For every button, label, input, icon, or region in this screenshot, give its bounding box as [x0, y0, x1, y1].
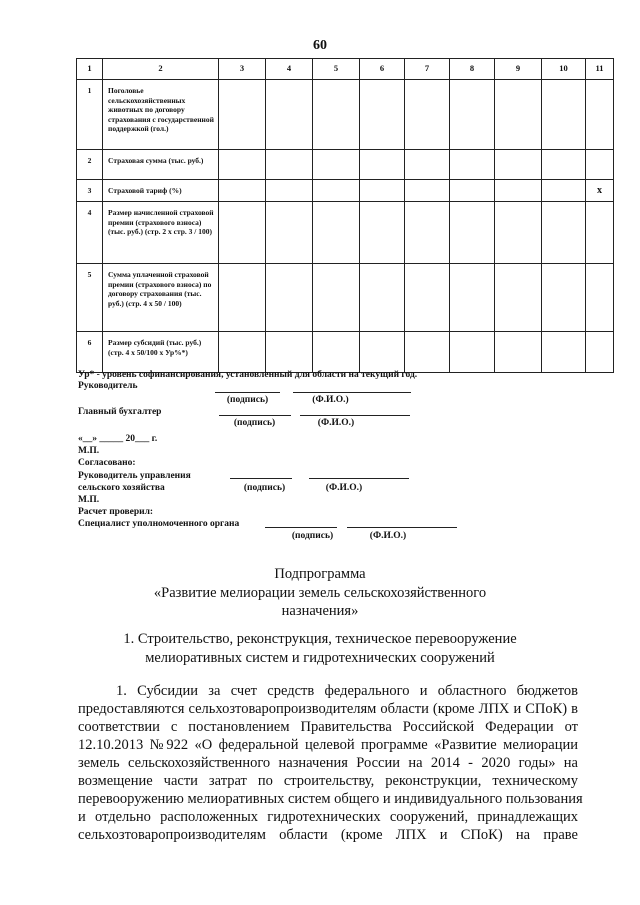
row-number: 5 — [77, 264, 103, 332]
signature-caption: (подпись) — [243, 483, 286, 493]
column-header: 7 — [405, 59, 450, 80]
row-number: 4 — [77, 202, 103, 264]
row-number: 6 — [77, 332, 103, 373]
signature-caption: (подпись) — [226, 395, 269, 405]
signature-caption: (подпись) — [233, 418, 276, 428]
row-mark — [586, 332, 614, 373]
footnote: Ур* - уровень софинансирования, установленный для области на текущий год. — [78, 370, 418, 380]
date-line: «__» _____ 20___ г. — [78, 434, 158, 444]
paragraph-line: сельхозтоваропроизводителям области (кроме ЛПХ и СПоК) на праве — [78, 827, 578, 843]
accountant-name-line — [300, 415, 410, 416]
table-header-row — [77, 59, 614, 80]
specialist-name-line — [347, 527, 457, 528]
row-description: Страховая сумма (тыс. руб.) — [103, 150, 219, 180]
table-row — [77, 150, 614, 180]
accountant-signature-line — [219, 415, 291, 416]
paragraph-line: земель сельскохозяйственного назначения России на 2014 - 2020 годы» на — [78, 755, 578, 771]
calculation-table — [76, 58, 614, 373]
column-header: 2 — [103, 59, 219, 80]
row-description: Размер субсидий (тыс. руб.) (стр. 4 х 50/100 х Ур%*) — [103, 332, 219, 373]
agreed-label: Согласовано: — [78, 458, 136, 468]
name-caption: (Ф.И.О.) — [325, 483, 363, 493]
row-description: Страховой тариф (%) — [103, 180, 219, 202]
page-number: 60 — [313, 38, 327, 53]
subprogram-label: Подпрограмма — [274, 566, 366, 582]
column-header: 5 — [313, 59, 360, 80]
specialist-label: Специалист уполномоченного органа — [78, 519, 240, 529]
table-row — [77, 332, 614, 373]
subprogram-title-2: назначения» — [281, 603, 359, 619]
row-description: Сумма уплаченной страховой премии (страхового взноса) по договору страхования (тыс. руб.) (стр. 4 х 50 / 100) — [103, 264, 219, 332]
section-title-2: мелиоративных систем и гидротехнических сооружений — [145, 650, 495, 666]
row-mark — [586, 80, 614, 150]
table-row — [77, 80, 614, 150]
column-header: 8 — [450, 59, 495, 80]
paragraph-line: и отдельно расположенных гидротехнических сооружений, принадлежащих — [78, 809, 578, 825]
paragraph-line: соответствии с постановлением Правительства Российской Федерации от — [78, 719, 578, 735]
row-description: Поголовье сельскохозяйственных животных по договору страхования с государственной поддержкой (гол.) — [103, 80, 219, 150]
paragraph-line: предоставляются сельхозтоваропроизводителям области (кроме ЛПХ и СПоК) в — [78, 701, 578, 717]
subprogram-title: «Развитие мелиорации земель сельскохозяйственного — [153, 585, 487, 601]
column-header: 10 — [542, 59, 586, 80]
row-description: Размер начисленной страховой премии (страхового взноса) (тыс. руб.) (стр. 2 х стр. 3 / 100) — [103, 202, 219, 264]
stamp-label: М.П. — [78, 446, 100, 456]
dept-signature-line — [230, 478, 292, 479]
column-header: 3 — [219, 59, 266, 80]
accountant-label: Главный бухгалтер — [78, 407, 162, 417]
column-header: 1 — [77, 59, 103, 80]
name-caption: (Ф.И.О.) — [312, 395, 349, 405]
row-number: 1 — [77, 80, 103, 150]
dept-head-label-2: сельского хозяйства — [78, 483, 165, 493]
column-header: 6 — [360, 59, 405, 80]
row-mark — [586, 202, 614, 264]
column-header: 4 — [266, 59, 313, 80]
table-row — [77, 202, 614, 264]
row-number: 2 — [77, 150, 103, 180]
table-row — [77, 264, 614, 332]
dept-name-line — [309, 478, 409, 479]
paragraph-line: 1. Субсидии за счет средств федерального и областного бюджетов — [116, 683, 578, 699]
paragraph-line: возмещение части затрат по строительству, реконструкции, техническому — [78, 773, 578, 789]
table-row — [77, 180, 614, 202]
dept-head-label: Руководитель управления — [78, 471, 191, 481]
row-mark: x — [586, 180, 614, 202]
name-caption: (Ф.И.О.) — [369, 531, 407, 541]
stamp-label: М.П. — [78, 495, 100, 505]
head-label: Руководитель — [78, 381, 138, 391]
column-header: 9 — [495, 59, 542, 80]
name-caption: (Ф.И.О.) — [317, 418, 355, 428]
row-mark — [586, 150, 614, 180]
row-mark — [586, 264, 614, 332]
head-signature-line — [215, 392, 280, 393]
signature-caption: (подпись) — [291, 531, 334, 541]
paragraph-line: 12.10.2013 №922 «О федеральной целевой программе «Развитие мелиорации — [78, 737, 578, 753]
specialist-signature-line — [265, 527, 337, 528]
paragraph-line: перевооружению мелиоративных систем общего и индивидуального пользования — [78, 791, 583, 807]
checked-label: Расчет проверил: — [78, 507, 154, 517]
head-name-line — [293, 392, 411, 393]
row-number: 3 — [77, 180, 103, 202]
section-title: 1. Строительство, реконструкция, техническое перевооружение — [123, 631, 517, 647]
column-header: 11 — [586, 59, 614, 80]
